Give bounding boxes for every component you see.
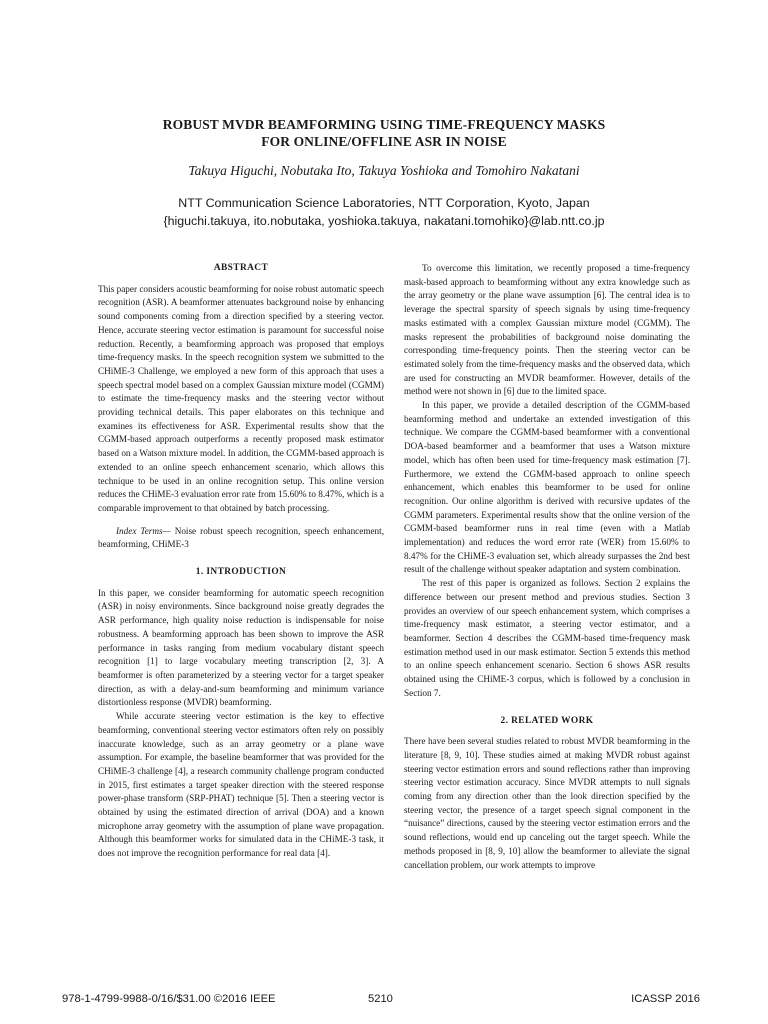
- right-paragraph-1: To overcome this limitation, we recently proposed a time-frequency mask-based approach to beamforming without any extra knowledge such as the array geometry or the plane wave assumption [6]. The central idea is to leverage the spectral sparsity of speech signals by using time-frequency masks estimated with a complex Gaussian mixture model (CGMM). The masks represent the probabilities of background noise dominating the corresponding time-frequency points. Then the steering vector can be estimated solely from the time-frequency masks and the observed data, which are used for constructing an MVDR beamformer. However, details of the method were not shown in [6] due to the limited space.: [404, 263, 690, 397]
- affiliation-line-1: NTT Communication Science Laboratories, NTT Corporation, Kyoto, Japan: [178, 196, 590, 210]
- paper-affiliation: [60, 194, 708, 230]
- paper-title-line-1: ROBUST MVDR BEAMFORMING USING TIME-FREQUENCY MASKS: [162, 117, 606, 132]
- introduction-paragraph-1: In this paper, we consider beamforming for automatic speech recognition (ASR) in noisy environments. Since background noise greatly degrades the ASR performance, high quality noise reduction is indispensable for noise robustness. A beamforming approach has been shown to improve the ASR performance in tasks ranging from medium vocabulary distant speech recognition [1] to large vocabulary meeting transcription [2, 3]. A beamformer is often parameterized by a steering vector for a target speaker direction, as with a delay-and-sum beamforming and minimum variance distortionless response (MVDR) beamforming.: [98, 587, 384, 708]
- page-footer: [0, 993, 768, 1007]
- paper-title-line-2: FOR ONLINE/OFFLINE ASR IN NOISE: [261, 134, 507, 149]
- left-column: [98, 262, 384, 861]
- paper-authors: Takuya Higuchi, Nobutaka Ito, Takuya Yoshioka and Tomohiro Nakatani: [188, 163, 580, 178]
- index-terms-text: Noise robust speech recognition, speech enhancement, beamforming, CHiME-3: [98, 525, 384, 550]
- right-column: [404, 262, 690, 872]
- index-terms: [98, 525, 384, 552]
- affiliation-emails: {higuchi.takuya, ito.nobutaka, yoshioka.takuya, nakatani.tomohiko}@lab.ntt.co.jp: [163, 214, 605, 228]
- footer-venue: ICASSP 2016: [631, 993, 700, 1005]
- footer-isbn: 978-1-4799-9988-0/16/$31.00 ©2016 IEEE: [62, 993, 276, 1005]
- abstract-heading: ABSTRACT: [213, 263, 269, 273]
- right-paragraph-2: In this paper, we provide a detailed description of the CGMM-based beamforming method and undertake an extended investigation of this technique. We compare the CGMM-based beamformer with a conventional DOA-based beamformer and a beamformer that uses a Watson mixture model, which has often been used for time-frequency mask estimation [7]. Furthermore, we extend the CGMM-based approach to online speech enhancement, which enables this beamformer to be used for online recognition. Our online algorithm is derived with recursive updates of the CGMM parameters. Experimental results show that the online version of the CGMM-based beamformer runs in real time (even with a Matlab implementation) and reduces the word error rate (WER) from 15.60% to 8.47% for the CHiME-3 evaluation set, which already surpasses the 2nd best result of the challenge without speaker adaptation and system combination.: [404, 400, 690, 575]
- introduction-paragraph-2: While accurate steering vector estimation is the key to effective beamforming, conventional steering vector estimators often rely on possibly inaccurate knowledge, such as an array geometry or a plane wave assumption. For example, the baseline beamformer that was provided for the CHiME-3 challenge [4], a research community challenge program conducted in 2015, first estimates a target speaker direction with the steered response power-phase transform (SRP-PHAT) technique [5]. Then a steering vector is obtained by using the estimated direction of arrival (DOA) and a known microphone array geometry with the assumption of plane wave propagation. Although this beamformer works for simulated data in the CHiME-3 task, it does not improve the recognition performance for real data [4].: [98, 711, 384, 859]
- introduction-heading: 1. INTRODUCTION: [195, 567, 287, 578]
- right-paragraph-3: The rest of this paper is organized as follows. Section 2 explains the difference between our present method and previous studies. Section 3 provides an overview of our speech enhancement system, which comprises a time-frequency mask estimator, a steering vector estimator, and a beamformer. Section 4 describes the CGMM-based time-frequency mask estimation method used in our mask estimator. Section 5 extends this method to an online speech enhancement scenario. Section 6 shows ASR results obtained using the CHiME-3 corpus, which is followed by a conclusion in Section 7.: [404, 578, 690, 698]
- footer-page-number: 5210: [368, 993, 393, 1005]
- related-work-heading: 2. RELATED WORK: [500, 715, 594, 726]
- related-work-paragraph-1: There have been several studies related to robust MVDR beamforming in the literature [8, 9, 10]. These studies aimed at making MVDR robust against steering vector estimation errors and sound reflections rather than improving steering vector estimation accuracy. Since MVDR attempts to null signals coming from any direction other than the look direction specified by the steering vector, the presence of a target speech signal component in the “nuisance” directions, caused by the steering vector estimation errors and the sound reflections, would end up canceling out the target speech. While the methods proposed in [8, 9, 10] allow the beamformer to alleviate the signal cancellation problem, our work attempts to improve: [404, 736, 690, 870]
- paper-title: [100, 116, 668, 150]
- index-terms-label: Index Terms—: [116, 525, 171, 536]
- abstract-text: This paper considers acoustic beamforming for noise robust automatic speech recognition (ASR). A beamformer attenuates background noise by enhancing sound components coming from a direction specified by a steering vector. Hence, accurate steering vector estimation is paramount for successful noise reduction. Recently, a beamforming approach was proposed that employs time-frequency masks. In the speech recognition system we submitted to the CHiME-3 Challenge, we employed a new form of this approach that uses a speech spectral model based on a complex Gaussian mixture model (CGMM) to estimate the time-frequency masks and the steering vector without providing technical details. This paper elaborates on this technique and examines its effectiveness for ASR. Experimental results show that the CGMM-based approach outperforms a recently proposed mask estimator based on a Watson mixture model. In addition, the CGMM-based approach is extended to an online speech enhancement scenario, which allows this technique to be used in an online recognition setup. This online version reduces the CHiME-3 evaluation error rate from 15.60% to 8.47%, which is a comparable improvement to that obtained by batch processing.: [98, 283, 385, 513]
